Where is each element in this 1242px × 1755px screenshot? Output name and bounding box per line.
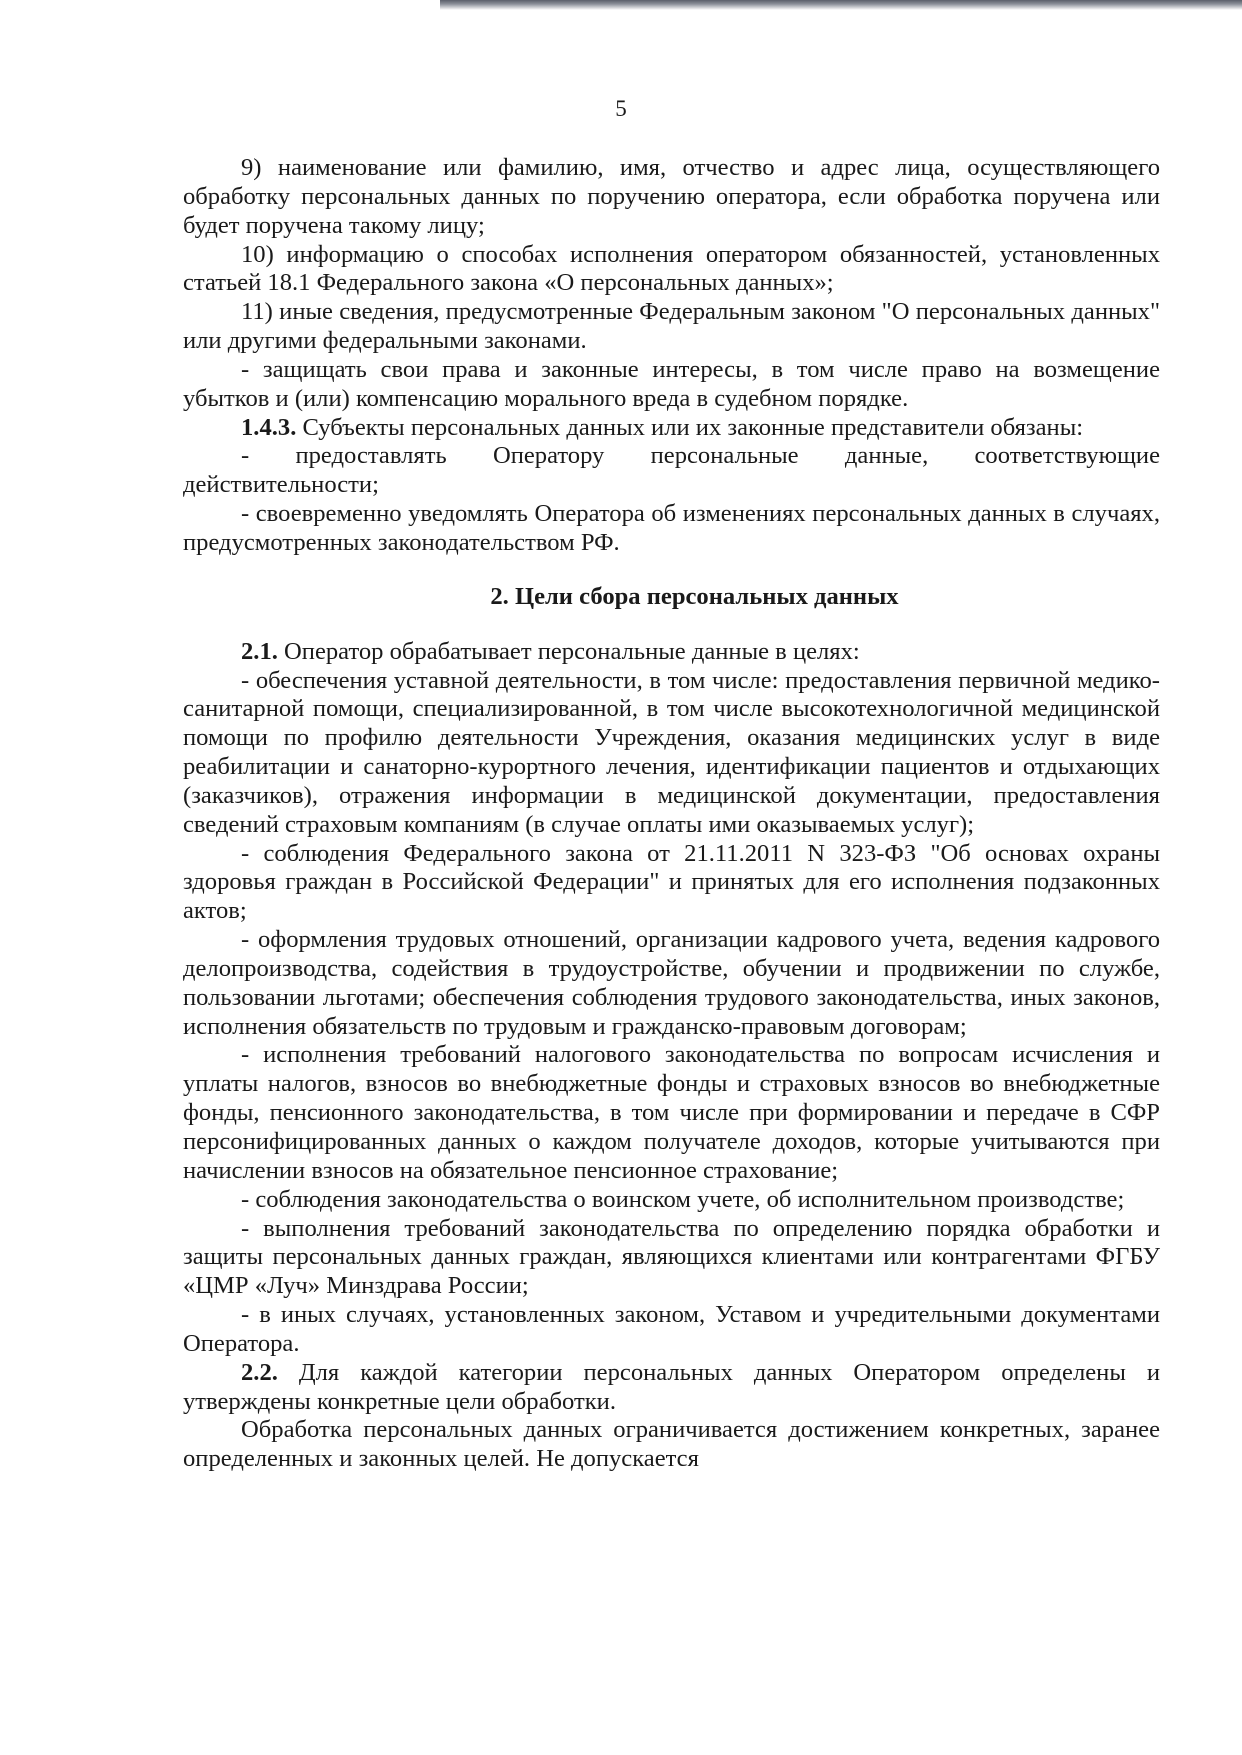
scan-edge-shadow xyxy=(440,0,1242,10)
clause-number: 2.2. xyxy=(241,1358,278,1386)
paragraphs-before xyxy=(183,154,1160,558)
paragraph-text: - защищать свои права и законные интересы, в том числе право на возмещение убытков и (или) компенсацию морального вреда в судебном порядке. xyxy=(183,355,1160,412)
paragraph xyxy=(183,638,1160,667)
paragraph-text: Для каждой категории персональных данных Оператором определены и утверждены конкретные цели обработки. xyxy=(183,1358,1160,1415)
paragraph-text: - соблюдения законодательства о воинском учете, об исполнительном производстве; xyxy=(241,1185,1125,1213)
paragraph xyxy=(183,414,1160,443)
paragraph-text: - обеспечения уставной деятельности, в том числе: предоставления первичной медико-санитарной помощи, специализированной, в том числе высокотехнологичной медицинской помощи по профилю деятельности Учреждения, оказания медицинских услуг в виде реабилитации и санаторно-курортного лечения, идентификации пациентов и отдыхающих (заказчиков), отражения информации в медицинской документации, предоставления сведений страховым компаниям (в случае оплаты ими оказываемых услуг); xyxy=(183,666,1160,838)
paragraph xyxy=(183,241,1160,299)
paragraph xyxy=(183,840,1160,927)
paragraph xyxy=(183,1416,1160,1474)
paragraph-text: 10) информацию о способах исполнения оператором обязанностей, установленных статьей 18.1 Федерального закона «О персональных данных»; xyxy=(183,240,1160,297)
paragraph xyxy=(183,1215,1160,1302)
paragraph xyxy=(183,1041,1160,1185)
paragraph-text: - соблюдения Федерального закона от 21.11.2011 N 323-ФЗ "Об основах охраны здоровья граждан в Российской Федерации" и принятых для его исполнения подзаконных актов; xyxy=(183,839,1160,925)
document-body xyxy=(183,154,1160,1474)
clause-number: 1.4.3. xyxy=(241,413,297,441)
paragraph-text: Субъекты персональных данных или их законные представители обязаны: xyxy=(296,413,1084,441)
paragraph xyxy=(183,154,1160,241)
page-number: 5 xyxy=(615,96,627,121)
paragraph xyxy=(183,298,1160,356)
paragraph-text: - оформления трудовых отношений, организации кадрового учета, ведения кадрового делопроизводства, содействия в трудоустройстве, обучении и продвижении по службе, пользовании льготами; обеспечения соблюдения трудового законодательства, иных законов, исполнения обязательств по трудовым и гражданско-правовым договорам; xyxy=(183,926,1160,1040)
paragraph-text: - выполнения требований законодательства по определению порядка обработки и защиты персональных данных граждан, являющихся клиентами или контрагентами ФГБУ «ЦМР «Луч» Минздрава России; xyxy=(183,1214,1160,1300)
paragraph-text: Оператор обрабатывает персональные данные в целях: xyxy=(277,637,860,665)
paragraph xyxy=(183,926,1160,1041)
paragraph xyxy=(183,356,1160,414)
paragraph-text: - предоставлять Оператору персональные данные, соответствующие действительности; xyxy=(183,442,1160,499)
paragraph-text: 11) иные сведения, предусмотренные Федеральным законом "О персональных данных" или другими федеральными законами. xyxy=(183,298,1160,355)
paragraph xyxy=(183,1359,1160,1417)
paragraph-text: Обработка персональных данных ограничивается достижением конкретных, заранее определенных и законных целей. Не допускается xyxy=(183,1416,1160,1473)
paragraph-text: - в иных случаях, установленных законом, Уставом и учредительными документами Оператора. xyxy=(183,1301,1160,1357)
paragraph xyxy=(183,667,1160,840)
paragraph xyxy=(183,442,1160,500)
paragraphs-after xyxy=(183,638,1160,1474)
paragraph-text: - исполнения требований налогового законодательства по вопросам исчисления и уплаты налогов, взносов во внебюджетные фонды и страховых взносов во внебюджетные фонды, пенсионного законодательства, в том числе при формировании и передаче в СФР персонифицированных данных о каждом получателе доходов, которые учитываются при начислении взносов на обязательное пенсионное страхование; xyxy=(183,1041,1160,1184)
paragraph xyxy=(183,500,1160,558)
paragraph xyxy=(183,1301,1160,1359)
clause-number: 2.1. xyxy=(241,637,278,665)
section-heading: 2. Цели сбора персональных данных xyxy=(490,582,899,610)
paragraph xyxy=(183,1186,1160,1215)
paragraph-text: - своевременно уведомлять Оператора об изменениях персональных данных в случаях, предусмотренных законодательством РФ. xyxy=(183,500,1160,556)
paragraph-text: 9) наименование или фамилию, имя, отчество и адрес лица, осуществляющего обработку персональных данных по поручению оператора, если обработка поручена или будет поручена такому лицу; xyxy=(183,154,1160,239)
